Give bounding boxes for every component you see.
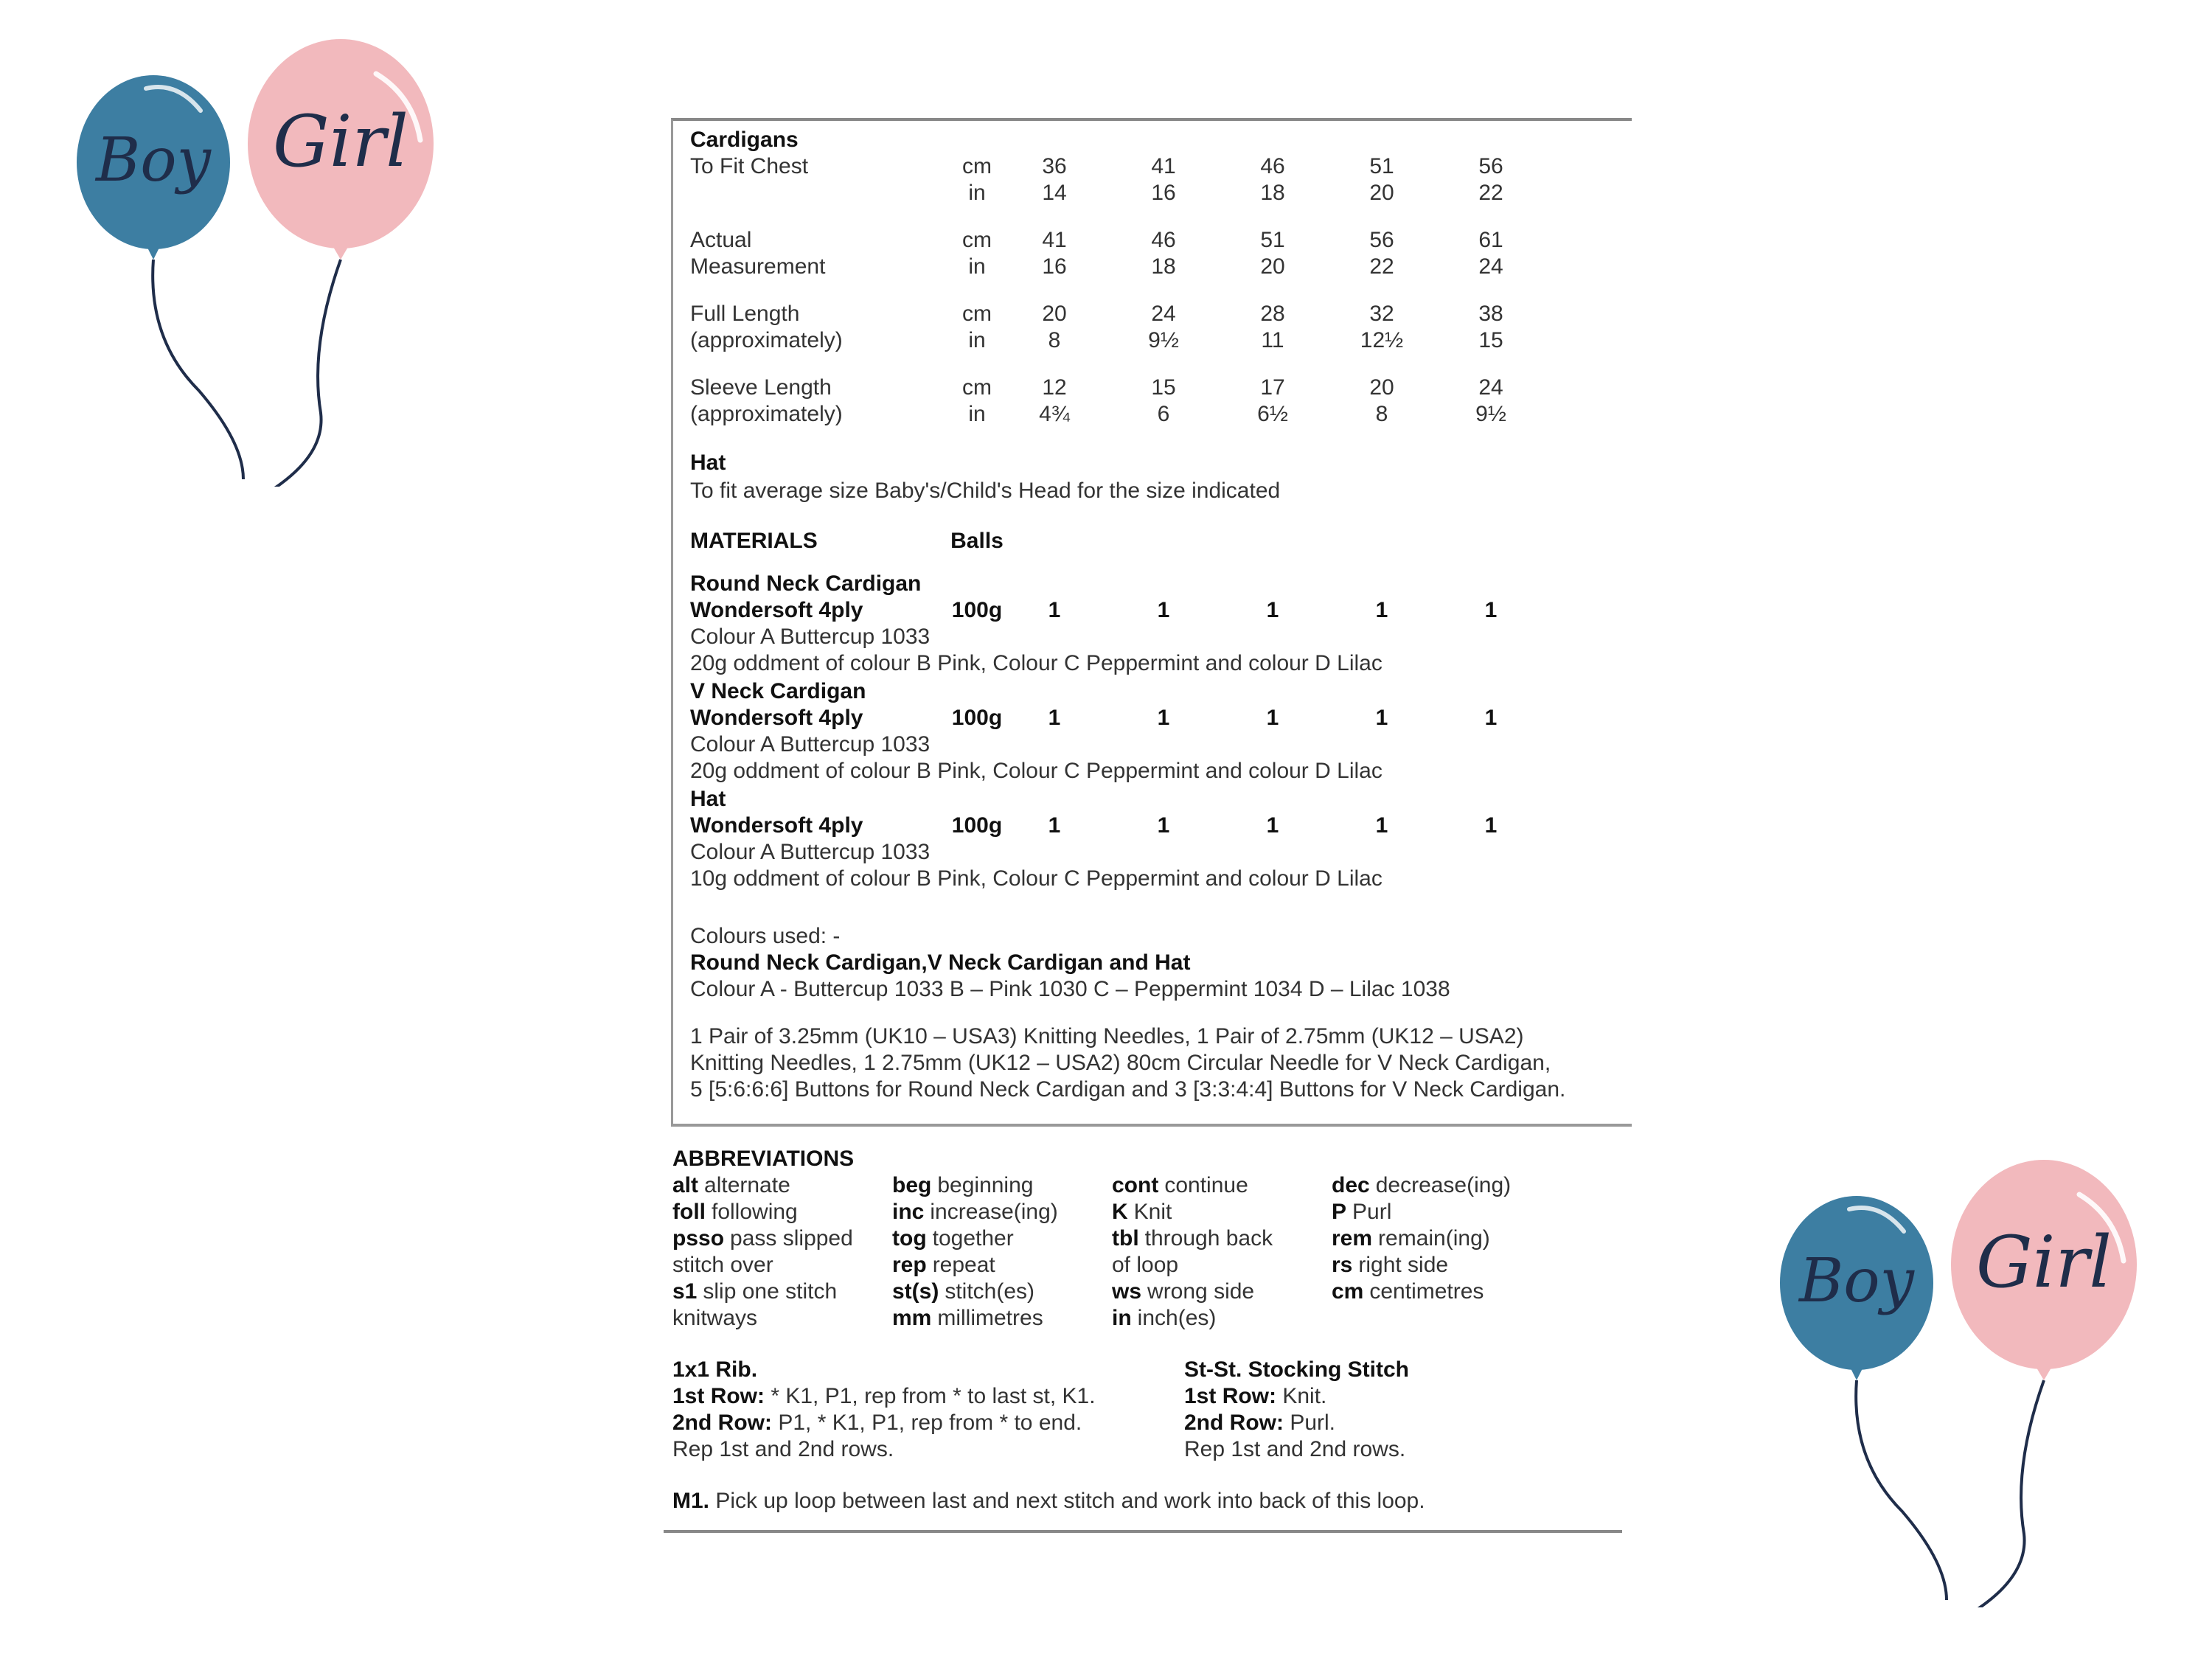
abbreviation-item bbox=[672, 1305, 757, 1332]
abbreviation-item bbox=[672, 1199, 798, 1225]
size-value-cm: 36 bbox=[1042, 154, 1067, 178]
abbreviation-item-text: alternate bbox=[704, 1173, 790, 1197]
unit-cm: cm bbox=[962, 375, 992, 400]
size-row-sublabel: (approximately) bbox=[690, 328, 843, 352]
material-colour: Colour A Buttercup 1033 bbox=[690, 625, 931, 649]
size-value-in: 8 bbox=[1375, 402, 1388, 426]
boy-balloon bbox=[1780, 1196, 1947, 1600]
abbreviation-item-label: cont bbox=[1112, 1173, 1159, 1197]
stocking-row-2-text: Purl. bbox=[1284, 1411, 1336, 1435]
abbreviation-item-label: mm bbox=[892, 1306, 932, 1330]
ball-count: 1 bbox=[1375, 706, 1388, 730]
abbreviation-item-label: rep bbox=[892, 1253, 927, 1277]
abbreviation-item-label: cm bbox=[1332, 1279, 1364, 1304]
stocking-row-2 bbox=[1184, 1410, 1335, 1436]
size-value-in: 12½ bbox=[1360, 328, 1404, 352]
materials-title: MATERIALS bbox=[690, 529, 818, 553]
ball-count: 1 bbox=[1375, 813, 1388, 838]
rib-row-2 bbox=[672, 1410, 1082, 1436]
boy-girl-balloons-bottom bbox=[1770, 1150, 2153, 1607]
abbreviation-item-text: through back bbox=[1144, 1226, 1273, 1251]
ball-count: 1 bbox=[1484, 598, 1498, 622]
material-yarn: Wondersoft 4ply bbox=[690, 813, 863, 838]
size-value-in: 11 bbox=[1261, 328, 1284, 352]
unit-cm: cm bbox=[962, 228, 992, 252]
ball-count: 1 bbox=[1484, 706, 1498, 730]
size-value-in: 16 bbox=[1042, 254, 1067, 279]
knitting-pattern-document bbox=[664, 118, 1622, 1548]
size-value-cm: 46 bbox=[1260, 154, 1285, 178]
size-value-cm: 24 bbox=[1151, 302, 1176, 326]
size-value-in: 15 bbox=[1478, 328, 1503, 352]
abbreviation-item-label: K bbox=[1112, 1200, 1128, 1224]
size-value-cm: 20 bbox=[1369, 375, 1394, 400]
ball-count: 1 bbox=[1266, 813, 1279, 838]
size-row-label: Full Length bbox=[690, 302, 800, 326]
boy-balloon bbox=[77, 75, 243, 479]
material-group-name: Round Neck Cardigan bbox=[690, 571, 922, 596]
unit-in: in bbox=[968, 254, 986, 279]
abbreviation-item-text: of loop bbox=[1112, 1253, 1179, 1277]
abbreviation-item-text: inch(es) bbox=[1137, 1306, 1217, 1330]
colours-used-label: Colours used: - bbox=[690, 924, 841, 948]
size-value-in: 16 bbox=[1151, 181, 1176, 205]
size-value-cm: 17 bbox=[1260, 375, 1285, 400]
abbreviation-item-text: increase(ing) bbox=[930, 1200, 1058, 1224]
stocking-repeat: Rep 1st and 2nd rows. bbox=[1184, 1437, 1406, 1461]
size-value-in: 14 bbox=[1042, 181, 1067, 205]
ball-count: 1 bbox=[1048, 813, 1061, 838]
abbreviation-item-label: psso bbox=[672, 1226, 725, 1251]
size-value-in: 6½ bbox=[1257, 402, 1288, 426]
abbreviations-title: ABBREVIATIONS bbox=[672, 1147, 855, 1171]
size-row-sublabel: Measurement bbox=[690, 254, 826, 279]
sizes-title: Cardigans bbox=[690, 128, 799, 152]
m1-note-text: Pick up loop between last and next stitch and work into back of this loop. bbox=[709, 1489, 1425, 1513]
abbreviation-item bbox=[892, 1199, 1058, 1225]
size-value-cm: 12 bbox=[1042, 375, 1067, 400]
size-row-label: Sleeve Length bbox=[690, 375, 832, 400]
material-group-name: Hat bbox=[690, 787, 726, 811]
stocking-row-1-text: Knit. bbox=[1276, 1384, 1327, 1408]
abbreviation-item bbox=[672, 1279, 837, 1305]
rib-row-1-label: 1st Row: bbox=[672, 1384, 765, 1408]
abbreviation-item-text: beginning bbox=[937, 1173, 1034, 1197]
unit-in: in bbox=[968, 328, 986, 352]
abbreviation-item-label: rem bbox=[1332, 1226, 1373, 1251]
boy-label: Boy bbox=[1799, 1246, 1914, 1316]
abbreviation-item-text: remain(ing) bbox=[1378, 1226, 1490, 1251]
abbreviation-item bbox=[1112, 1225, 1273, 1252]
ball-count: 1 bbox=[1048, 598, 1061, 622]
abbreviation-item-text: Purl bbox=[1352, 1200, 1392, 1224]
girl-balloon bbox=[1951, 1160, 2137, 1607]
m1-note bbox=[672, 1488, 1425, 1514]
abbreviation-item-label: in bbox=[1112, 1306, 1132, 1330]
size-value-cm: 15 bbox=[1151, 375, 1176, 400]
size-value-cm: 46 bbox=[1151, 228, 1176, 252]
unit-in: in bbox=[968, 181, 986, 205]
material-weight: 100g bbox=[951, 598, 1003, 622]
abbreviation-item-label: foll bbox=[672, 1200, 706, 1224]
material-oddment: 20g oddment of colour B Pink, Colour C Peppermint and colour D Lilac bbox=[690, 759, 1382, 783]
abbreviation-item bbox=[892, 1172, 1033, 1199]
abbreviation-item bbox=[892, 1252, 995, 1279]
needles-line: Knitting Needles, 1 2.75mm (UK12 – USA2) 80cm Circular Needle for V Neck Cardigan, bbox=[690, 1051, 1551, 1075]
size-row-label: To Fit Chest bbox=[690, 154, 809, 178]
colours-used-subtitle: Round Neck Cardigan,V Neck Cardigan and Hat bbox=[690, 950, 1191, 975]
material-yarn: Wondersoft 4ply bbox=[690, 706, 863, 730]
abbreviation-item-text: stitch over bbox=[672, 1253, 773, 1277]
bottom-rule bbox=[664, 1530, 1622, 1533]
abbreviation-item bbox=[1112, 1199, 1172, 1225]
abbreviation-item bbox=[672, 1252, 773, 1279]
size-value-cm: 56 bbox=[1478, 154, 1503, 178]
abbreviation-item-text: continue bbox=[1164, 1173, 1248, 1197]
girl-label: Girl bbox=[1976, 1221, 2112, 1304]
size-value-in: 22 bbox=[1369, 254, 1394, 279]
girl-label: Girl bbox=[273, 100, 408, 183]
size-value-in: 20 bbox=[1260, 254, 1285, 279]
abbreviation-item bbox=[1112, 1279, 1254, 1305]
abbreviation-item bbox=[1332, 1252, 1448, 1279]
unit-cm: cm bbox=[962, 154, 992, 178]
abbreviation-item bbox=[672, 1172, 790, 1199]
abbreviation-item-text: following bbox=[712, 1200, 798, 1224]
abbreviation-item-text: wrong side bbox=[1147, 1279, 1255, 1304]
size-value-in: 8 bbox=[1048, 328, 1061, 352]
material-weight: 100g bbox=[951, 706, 1003, 730]
balls-label: Balls bbox=[950, 529, 1004, 553]
size-value-in: 18 bbox=[1260, 181, 1285, 205]
abbreviation-item bbox=[892, 1225, 1014, 1252]
size-value-in: 20 bbox=[1369, 181, 1394, 205]
boy-label: Boy bbox=[96, 125, 211, 195]
size-value-cm: 56 bbox=[1369, 228, 1394, 252]
abbreviation-item bbox=[1112, 1305, 1216, 1332]
hat-title: Hat bbox=[690, 451, 726, 475]
abbreviation-item-text: knitways bbox=[672, 1306, 758, 1330]
abbreviation-item-label: beg bbox=[892, 1173, 932, 1197]
size-value-in: 6 bbox=[1157, 402, 1170, 426]
abbreviation-item bbox=[1332, 1199, 1391, 1225]
ball-count: 1 bbox=[1266, 706, 1279, 730]
material-oddment: 20g oddment of colour B Pink, Colour C Peppermint and colour D Lilac bbox=[690, 651, 1382, 675]
stocking-row-1-label: 1st Row: bbox=[1184, 1384, 1277, 1408]
stocking-row-1 bbox=[1184, 1383, 1326, 1410]
abbreviation-item-label: dec bbox=[1332, 1173, 1370, 1197]
material-colour: Colour A Buttercup 1033 bbox=[690, 732, 931, 757]
size-value-cm: 28 bbox=[1260, 302, 1285, 326]
girl-balloon bbox=[248, 39, 434, 487]
material-oddment: 10g oddment of colour B Pink, Colour C Peppermint and colour D Lilac bbox=[690, 866, 1382, 891]
size-value-cm: 38 bbox=[1478, 302, 1503, 326]
abbreviation-item-text: slip one stitch bbox=[703, 1279, 838, 1304]
size-value-in: 22 bbox=[1478, 181, 1503, 205]
abbreviation-item-text: right side bbox=[1358, 1253, 1449, 1277]
size-value-in: 18 bbox=[1151, 254, 1176, 279]
size-value-in: 9½ bbox=[1148, 328, 1179, 352]
abbreviation-item-text: repeat bbox=[932, 1253, 995, 1277]
abbreviation-item bbox=[892, 1305, 1043, 1332]
size-value-in: 24 bbox=[1478, 254, 1503, 279]
material-weight: 100g bbox=[951, 813, 1003, 838]
abbreviation-item bbox=[1332, 1225, 1490, 1252]
abbreviation-item-text: pass slipped bbox=[730, 1226, 853, 1251]
rib-row-2-text: P1, * K1, P1, rep from * to end. bbox=[772, 1411, 1082, 1435]
abbreviation-item-label: inc bbox=[892, 1200, 925, 1224]
size-value-in: 9½ bbox=[1475, 402, 1506, 426]
abbreviation-item-text: centimetres bbox=[1369, 1279, 1484, 1304]
rib-repeat: Rep 1st and 2nd rows. bbox=[672, 1437, 894, 1461]
unit-cm: cm bbox=[962, 302, 992, 326]
rib-row-2-label: 2nd Row: bbox=[672, 1411, 772, 1435]
rib-row-1-text: * K1, P1, rep from * to last st, K1. bbox=[765, 1384, 1096, 1408]
rib-row-1 bbox=[672, 1383, 1096, 1410]
abbreviation-item-label: s1 bbox=[672, 1279, 698, 1304]
abbreviation-item bbox=[672, 1225, 853, 1252]
abbreviation-item-label: P bbox=[1332, 1200, 1347, 1224]
abbreviation-item bbox=[1332, 1172, 1511, 1199]
material-yarn: Wondersoft 4ply bbox=[690, 598, 863, 622]
stocking-title: St-St. Stocking Stitch bbox=[1184, 1357, 1410, 1382]
abbreviation-item-text: Knit bbox=[1133, 1200, 1172, 1224]
size-value-cm: 41 bbox=[1042, 228, 1067, 252]
abbreviation-item-label: st(s) bbox=[892, 1279, 939, 1304]
material-colour: Colour A Buttercup 1033 bbox=[690, 840, 931, 864]
size-value-cm: 51 bbox=[1260, 228, 1285, 252]
size-row-sublabel: (approximately) bbox=[690, 402, 843, 426]
abbreviation-item-label: alt bbox=[672, 1173, 699, 1197]
abbreviation-item-label: tbl bbox=[1112, 1226, 1139, 1251]
colours-used-line: Colour A - Buttercup 1033 B – Pink 1030 C – Peppermint 1034 D – Lilac 1038 bbox=[690, 977, 1450, 1001]
abbreviation-item bbox=[1332, 1279, 1484, 1305]
hat-fit-text: To fit average size Baby's/Child's Head for the size indicated bbox=[690, 479, 1281, 503]
ball-count: 1 bbox=[1157, 813, 1170, 838]
boy-girl-balloons-top bbox=[66, 29, 450, 487]
material-group-name: V Neck Cardigan bbox=[690, 679, 866, 703]
ball-count: 1 bbox=[1048, 706, 1061, 730]
abbreviation-item-text: stitch(es) bbox=[945, 1279, 1035, 1304]
abbreviation-item-label: rs bbox=[1332, 1253, 1353, 1277]
size-value-cm: 61 bbox=[1478, 228, 1503, 252]
size-value-cm: 51 bbox=[1369, 154, 1394, 178]
ball-count: 1 bbox=[1484, 813, 1498, 838]
needles-line: 1 Pair of 3.25mm (UK10 – USA3) Knitting Needles, 1 Pair of 2.75mm (UK12 – USA2) bbox=[690, 1024, 1524, 1048]
size-value-cm: 32 bbox=[1369, 302, 1394, 326]
stocking-row-2-label: 2nd Row: bbox=[1184, 1411, 1284, 1435]
abbreviation-item-label: ws bbox=[1112, 1279, 1142, 1304]
unit-in: in bbox=[968, 402, 986, 426]
size-value-cm: 41 bbox=[1151, 154, 1176, 178]
abbreviation-item-label: tog bbox=[892, 1226, 927, 1251]
size-value-in: 4¾ bbox=[1039, 402, 1070, 426]
ball-count: 1 bbox=[1266, 598, 1279, 622]
abbreviation-item-text: together bbox=[932, 1226, 1014, 1251]
needles-line: 5 [5:6:6:6] Buttons for Round Neck Cardigan and 3 [3:3:4:4] Buttons for V Neck Cardigan. bbox=[690, 1077, 1566, 1102]
ball-count: 1 bbox=[1157, 598, 1170, 622]
abbreviation-item bbox=[1112, 1252, 1178, 1279]
abbreviation-item bbox=[892, 1279, 1034, 1305]
abbreviation-item-text: millimetres bbox=[937, 1306, 1043, 1330]
ball-count: 1 bbox=[1157, 706, 1170, 730]
ball-count: 1 bbox=[1375, 598, 1388, 622]
abbreviation-item-text: decrease(ing) bbox=[1375, 1173, 1512, 1197]
size-value-cm: 20 bbox=[1042, 302, 1067, 326]
abbreviation-item bbox=[1112, 1172, 1248, 1199]
size-value-cm: 24 bbox=[1478, 375, 1503, 400]
m1-note-label: M1. bbox=[672, 1489, 710, 1513]
rib-title: 1x1 Rib. bbox=[672, 1357, 758, 1382]
size-row-label: Actual bbox=[690, 228, 752, 252]
